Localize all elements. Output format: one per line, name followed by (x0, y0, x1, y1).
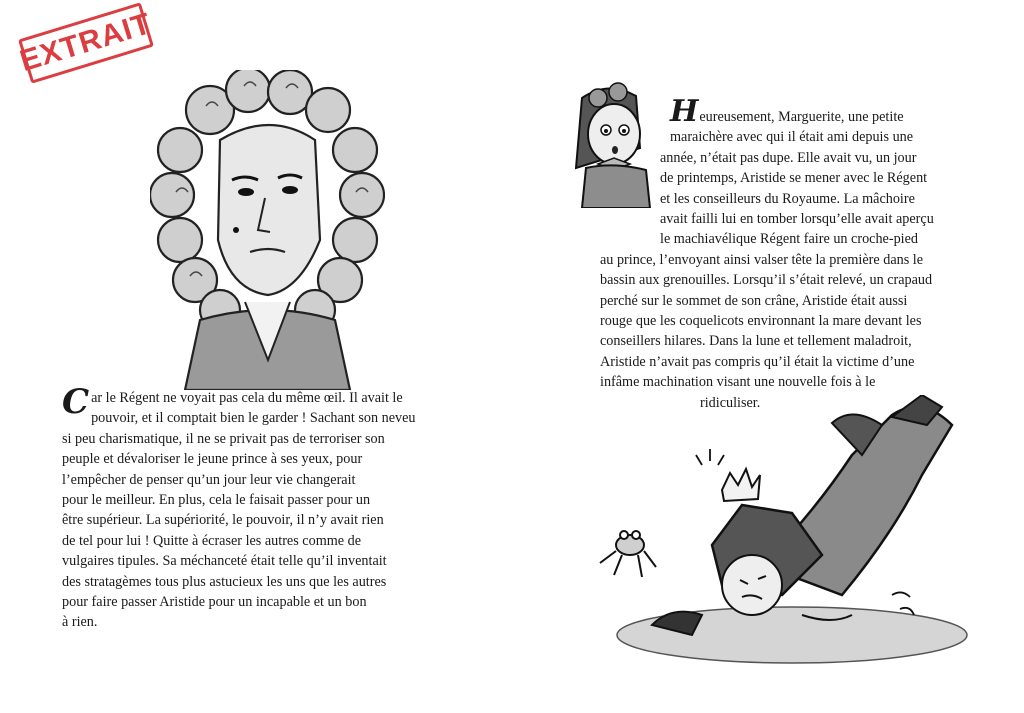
left-dropcap: C (62, 382, 90, 422)
text-line: vulgaires tipules. Sa méchanceté était telle qu’il inventait (62, 553, 387, 570)
text-line: maraichère avec qui il était ami depuis une (670, 129, 914, 146)
text-line: perché sur le sommet de son crâne, Aristide était aussi (600, 292, 908, 309)
text-line (670, 94, 962, 129)
text-line: si peu charismatique, il ne se privait pas de terroriser son (62, 430, 385, 447)
regent-portrait-illustration (150, 70, 385, 390)
text-line: l’empêcher de penser qu’un jour leur vie changerait (62, 471, 356, 488)
text-line: pour faire passer Aristide pour un incapable et un bon (62, 594, 367, 611)
text-line: être supérieur. La supériorité, le pouvoir, il n’y avait rien (62, 512, 384, 529)
text-line: ar le Régent ne voyait pas cela du même œil. Il avait le (91, 390, 403, 406)
text-line: de tel pour lui ! Quitte à écraser les autres comme de (62, 532, 361, 549)
text-line: au prince, l’envoyant ainsi valser tête la première dans le (600, 251, 924, 268)
text-line: de printemps, Aristide se mener avec le Régent (660, 170, 928, 187)
extrait-stamp: EXTRAIT (18, 2, 154, 83)
text-line: à rien. (62, 614, 98, 631)
text-line: Aristide n’avait pas compris qu’il était la victime d’une (600, 353, 915, 370)
text-line: pouvoir, et il comptait bien le garder ! Sachant son neveu (91, 410, 416, 427)
text-line: et les conseilleurs du Royaume. La mâchoire (660, 190, 915, 207)
text-line-content: eureusement, Marguerite, une petite (699, 109, 904, 125)
aristide-falling-illustration (592, 395, 972, 670)
right-dropcap: H (670, 94, 699, 129)
text-line: pour le meilleur. En plus, cela le faisait passer pour un (62, 492, 371, 509)
text-line: année, n’était pas dupe. Elle avait vu, un jour (660, 149, 917, 166)
text-line: infâme machination visant une nouvelle fois à le (600, 374, 876, 391)
text-line: avait failli lui en tomber lorsqu’elle avait aperçu (660, 211, 934, 228)
text-line: peuple et dévaloriser le jeune prince à ses yeux, pour (62, 451, 363, 468)
text-line: ridiculiser. (700, 394, 761, 411)
text-line: des stratagèmes tous plus astucieux les uns que les autres (62, 573, 387, 590)
text-line: bassin aux grenouilles. Lorsqu’il s’était relevé, un crapaud (600, 272, 933, 289)
left-page-paragraph (62, 382, 420, 633)
right-page-paragraph (600, 94, 962, 413)
text-line: le machiavélique Régent faire un croche-pied (660, 231, 919, 248)
text-line: rouge que les coquelicots environnant la mare devant les (600, 313, 922, 330)
text-line: conseillers hilares. Dans la lune et tellement maladroit, (600, 333, 912, 350)
